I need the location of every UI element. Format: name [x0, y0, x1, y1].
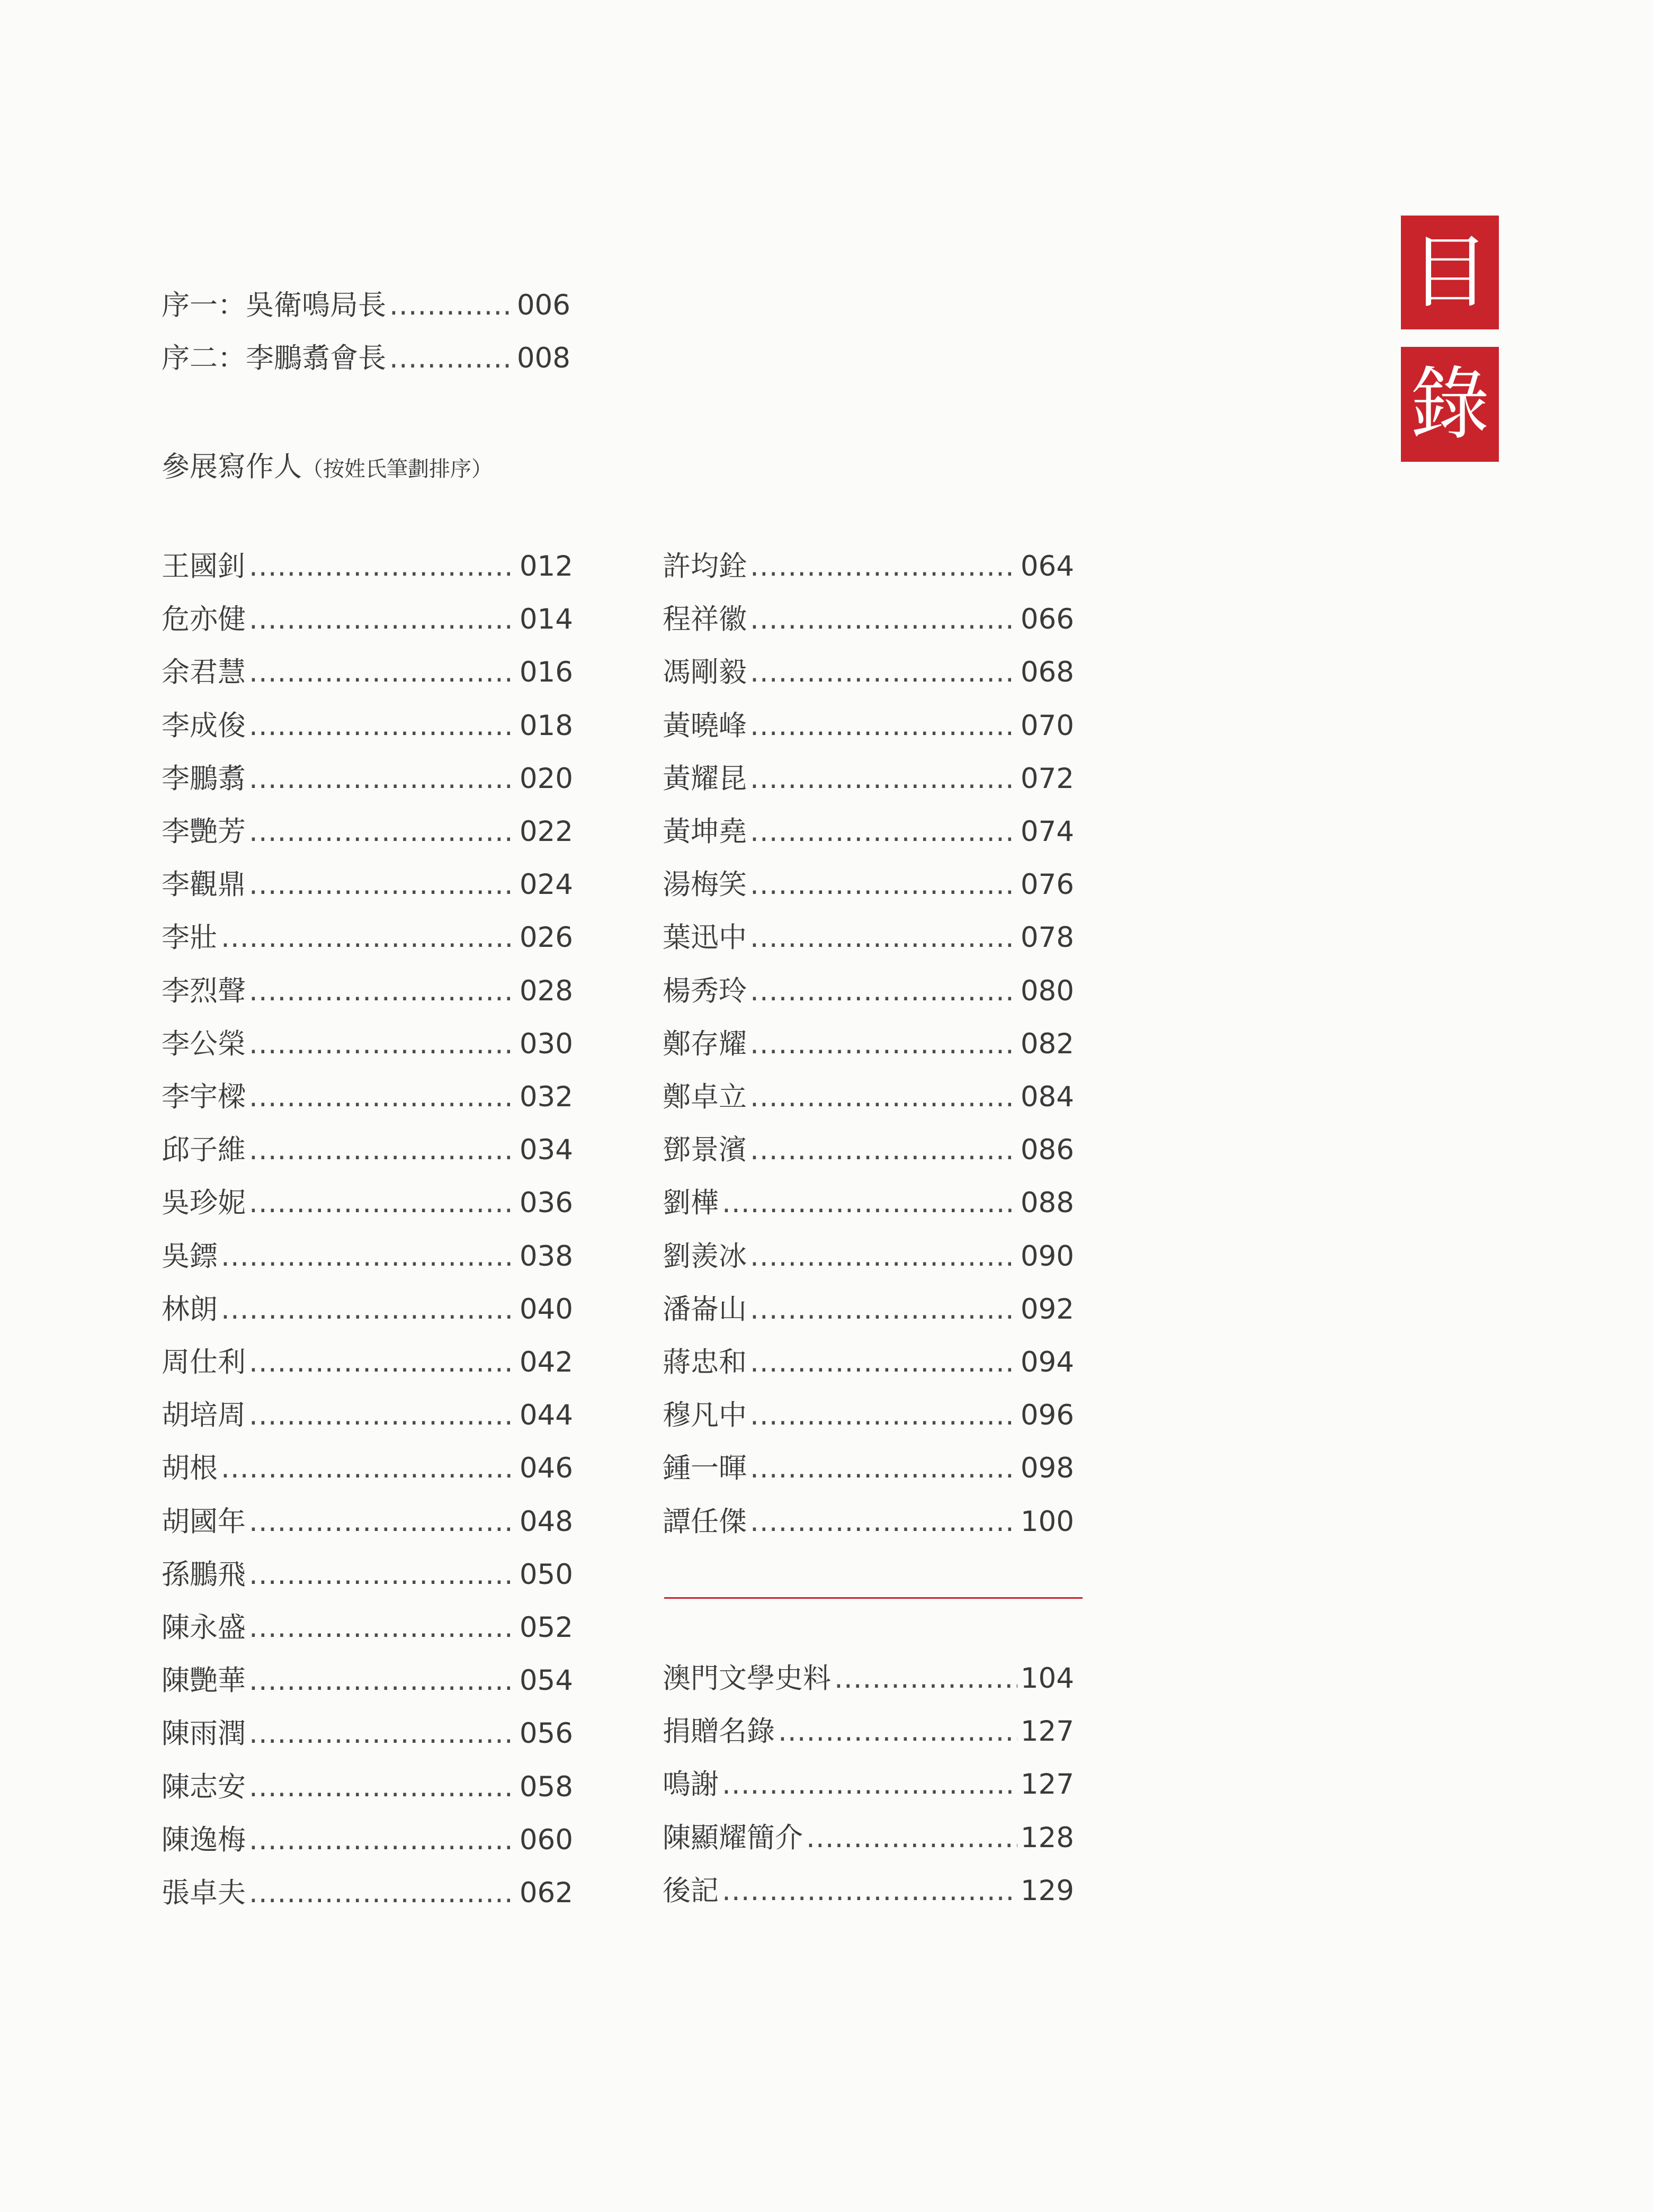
- section-divider: [664, 1597, 1083, 1599]
- page-number: 072: [1020, 763, 1074, 795]
- entry-name: 穆凡中: [663, 1399, 747, 1431]
- entry-name: 馮剛毅: [663, 656, 747, 688]
- leader-dots: [249, 1182, 516, 1224]
- toc-entry[interactable]: [162, 1554, 573, 1596]
- page-number: 090: [1020, 1240, 1074, 1273]
- title-char-mu: 目: [1401, 216, 1499, 329]
- page-number: 012: [519, 550, 573, 583]
- toc-entry[interactable]: [162, 705, 573, 747]
- page-number: 028: [519, 975, 573, 1007]
- preface-entry[interactable]: [162, 337, 570, 380]
- page-number: 128: [1020, 1822, 1074, 1854]
- entry-name: 胡培周: [162, 1399, 246, 1431]
- leader-dots: [750, 811, 1017, 853]
- toc-entry[interactable]: [663, 1023, 1074, 1065]
- page-number: 078: [1020, 921, 1074, 954]
- page-number: 008: [516, 342, 570, 374]
- entry-name: 陳逸梅: [162, 1824, 246, 1856]
- leader-dots: [249, 758, 516, 800]
- page-number: 032: [519, 1081, 573, 1113]
- page-number: 022: [519, 816, 573, 848]
- entry-name: 邱子維: [162, 1134, 246, 1166]
- leader-dots: [249, 705, 516, 747]
- leader-dots: [750, 1288, 1017, 1331]
- leader-dots: [806, 1817, 1017, 1859]
- entry-name: 譚任傑: [663, 1506, 747, 1538]
- toc-entry[interactable]: [663, 1394, 1074, 1437]
- entry-label: 序一：吳衛鳴局長: [162, 289, 386, 321]
- entry-name: 胡根: [162, 1452, 218, 1484]
- toc-entry[interactable]: [162, 1872, 573, 1914]
- page-number: 020: [519, 763, 573, 795]
- entry-name: 吳珍妮: [162, 1187, 246, 1219]
- page-number: 014: [519, 603, 573, 635]
- toc-entry[interactable]: [663, 970, 1074, 1013]
- toc-entry[interactable]: [162, 545, 573, 588]
- leader-dots: [249, 864, 516, 906]
- toc-entry[interactable]: [162, 1766, 573, 1808]
- entry-name: 許均銓: [663, 550, 747, 583]
- toc-entry[interactable]: [663, 758, 1074, 800]
- toc-entry[interactable]: [663, 811, 1074, 853]
- entry-name: 陳永盛: [162, 1611, 246, 1644]
- leader-dots: [221, 1288, 516, 1331]
- page-number: 058: [519, 1771, 573, 1803]
- toc-entry[interactable]: [162, 1288, 573, 1331]
- page-number: 094: [1020, 1346, 1074, 1378]
- toc-entry[interactable]: [663, 1288, 1074, 1331]
- toc-entry[interactable]: [663, 1235, 1074, 1278]
- page-number: 066: [1020, 603, 1074, 635]
- entry-name: 劉樺: [663, 1187, 719, 1219]
- page-number: 036: [519, 1187, 573, 1219]
- toc-entry[interactable]: [162, 1447, 573, 1490]
- entry-name: 吳鏢: [162, 1240, 218, 1273]
- leader-dots: [722, 1182, 1017, 1224]
- page-number: 062: [519, 1877, 573, 1909]
- heading-note: （按姓氏筆劃排序）: [302, 457, 493, 481]
- entry-name: 澳門文學史料: [663, 1662, 831, 1695]
- entry-name: 李艷芳: [162, 816, 246, 848]
- toc-entry[interactable]: [663, 545, 1074, 588]
- page-number: 082: [1020, 1028, 1074, 1060]
- toc-entry[interactable]: [162, 811, 573, 853]
- leader-dots: [750, 705, 1017, 747]
- entry-name: 黃耀昆: [663, 763, 747, 795]
- leader-dots: [249, 651, 516, 694]
- leader-dots: [249, 1394, 516, 1437]
- page-number: 080: [1020, 975, 1074, 1007]
- page-number: 016: [519, 656, 573, 688]
- page-number: 018: [519, 710, 573, 742]
- leader-dots: [750, 651, 1017, 694]
- leader-dots: [249, 970, 516, 1013]
- toc-entry[interactable]: [162, 1607, 573, 1649]
- page-number: 092: [1020, 1293, 1074, 1326]
- entry-name: 潘崙山: [663, 1293, 747, 1326]
- toc-entry[interactable]: [162, 1660, 573, 1702]
- entry-name: 黃曉峰: [663, 710, 747, 742]
- leader-dots: [249, 1819, 516, 1861]
- page-number: 129: [1020, 1875, 1074, 1907]
- section-heading-participants: [162, 446, 493, 490]
- toc-entry[interactable]: [663, 1076, 1074, 1118]
- leader-dots: [750, 1501, 1017, 1543]
- leader-dots: [249, 1607, 516, 1649]
- entry-label: 序二：李鵬翥會長: [162, 342, 386, 374]
- entry-name: 陳艷華: [162, 1664, 246, 1697]
- leader-dots: [249, 1766, 516, 1808]
- leader-dots: [221, 917, 516, 959]
- leader-dots: [750, 1023, 1017, 1065]
- entry-name: 程祥徽: [663, 603, 747, 635]
- page-number: 096: [1020, 1399, 1074, 1431]
- page-number: 006: [516, 289, 570, 321]
- leader-dots: [249, 1129, 516, 1171]
- entry-name: 李烈聲: [162, 975, 246, 1007]
- page-number: 056: [519, 1717, 573, 1750]
- entry-name: 李成俊: [162, 710, 246, 742]
- entry-name: 周仕利: [162, 1346, 246, 1378]
- page-number: 052: [519, 1611, 573, 1644]
- toc-entry[interactable]: [663, 864, 1074, 906]
- leader-dots: [750, 864, 1017, 906]
- entry-name: 張卓夫: [162, 1877, 246, 1909]
- leader-dots: [722, 1763, 1017, 1806]
- leader-dots: [722, 1870, 1017, 1912]
- leader-dots: [221, 1447, 516, 1490]
- toc-entry[interactable]: [663, 651, 1074, 694]
- toc-entry[interactable]: [663, 1763, 1074, 1806]
- leader-dots: [750, 1235, 1017, 1278]
- entry-name: 胡國年: [162, 1506, 246, 1538]
- toc-entry[interactable]: [162, 758, 573, 800]
- leader-dots: [778, 1711, 1017, 1753]
- leader-dots: [249, 1554, 516, 1596]
- title-char-lu: 錄: [1401, 347, 1499, 462]
- leader-dots: [750, 970, 1017, 1013]
- toc-entry[interactable]: [162, 1394, 573, 1437]
- leader-dots: [750, 545, 1017, 588]
- page-number: 104: [1020, 1662, 1074, 1695]
- toc-entry[interactable]: [162, 970, 573, 1013]
- toc-entry[interactable]: [663, 1870, 1074, 1912]
- page-number: 074: [1020, 816, 1074, 848]
- entry-name: 鳴謝: [663, 1768, 719, 1801]
- page-number: 042: [519, 1346, 573, 1378]
- page-number: 088: [1020, 1187, 1074, 1219]
- leader-dots: [249, 1501, 516, 1543]
- page-number: 054: [519, 1664, 573, 1697]
- toc-entry[interactable]: [663, 598, 1074, 641]
- leader-dots: [249, 1341, 516, 1384]
- leader-dots: [249, 1872, 516, 1914]
- leader-dots: [249, 598, 516, 641]
- page-number: 064: [1020, 550, 1074, 583]
- toc-entry[interactable]: [663, 1711, 1074, 1753]
- entry-name: 陳顯耀簡介: [663, 1822, 803, 1854]
- toc-entry[interactable]: [162, 1129, 573, 1171]
- toc-entry[interactable]: [663, 1658, 1074, 1700]
- page-number: 068: [1020, 656, 1074, 688]
- page-number: 040: [519, 1293, 573, 1326]
- leader-dots: [249, 545, 516, 588]
- toc-entry[interactable]: [663, 1182, 1074, 1224]
- entry-name: 楊秀玲: [663, 975, 747, 1007]
- leader-dots: [750, 1341, 1017, 1384]
- leader-dots: [834, 1658, 1017, 1700]
- leader-dots: [750, 598, 1017, 641]
- toc-entry[interactable]: [162, 1819, 573, 1861]
- leader-dots: [750, 758, 1017, 800]
- entry-name: 林朗: [162, 1293, 218, 1326]
- page-number: 076: [1020, 868, 1074, 901]
- entry-name: 孫鵬飛: [162, 1559, 246, 1591]
- leader-dots: [750, 917, 1017, 959]
- page-number: 044: [519, 1399, 573, 1431]
- toc-entry[interactable]: [162, 1501, 573, 1543]
- leader-dots: [750, 1076, 1017, 1118]
- entry-name: 李公榮: [162, 1028, 246, 1060]
- toc-entry[interactable]: [162, 1023, 573, 1065]
- page-number: 070: [1020, 710, 1074, 742]
- leader-dots: [249, 1023, 516, 1065]
- entry-name: 黃坤堯: [663, 816, 747, 848]
- entry-name: 陳雨潤: [162, 1717, 246, 1750]
- leader-dots: [389, 284, 514, 327]
- page-number: 084: [1020, 1081, 1074, 1113]
- toc-entry[interactable]: [162, 917, 573, 959]
- entry-name: 陳志安: [162, 1771, 246, 1803]
- toc-entry[interactable]: [162, 1235, 573, 1278]
- page-number: 060: [519, 1824, 573, 1856]
- leader-dots: [750, 1394, 1017, 1437]
- leader-dots: [249, 811, 516, 853]
- entry-name: 李鵬翥: [162, 763, 246, 795]
- entry-name: 李壯: [162, 921, 218, 954]
- toc-entry[interactable]: [663, 1447, 1074, 1490]
- page-number: 100: [1020, 1506, 1074, 1538]
- page-number: 030: [519, 1028, 573, 1060]
- page-number: 127: [1020, 1768, 1074, 1801]
- toc-entry[interactable]: [162, 1182, 573, 1224]
- page-number: 127: [1020, 1715, 1074, 1748]
- page-number: 050: [519, 1559, 573, 1591]
- entry-name: 余君慧: [162, 656, 246, 688]
- page-number: 024: [519, 868, 573, 901]
- leader-dots: [389, 337, 514, 380]
- toc-entry[interactable]: [162, 1341, 573, 1384]
- entry-name: 鄭卓立: [663, 1081, 747, 1113]
- page-number: 026: [519, 921, 573, 954]
- leader-dots: [249, 1660, 516, 1702]
- entry-name: 葉迅中: [663, 921, 747, 954]
- toc-entry[interactable]: [162, 1076, 573, 1118]
- entry-name: 蔣忠和: [663, 1346, 747, 1378]
- toc-entry[interactable]: [162, 598, 573, 641]
- leader-dots: [750, 1447, 1017, 1490]
- entry-name: 鄭存耀: [663, 1028, 747, 1060]
- entry-name: 後記: [663, 1875, 719, 1907]
- toc-entry[interactable]: [663, 1817, 1074, 1859]
- page-number: 034: [519, 1134, 573, 1166]
- toc-entry[interactable]: [663, 705, 1074, 747]
- page-number: 046: [519, 1452, 573, 1484]
- page-number: 048: [519, 1506, 573, 1538]
- page-number: 098: [1020, 1452, 1074, 1484]
- leader-dots: [249, 1076, 516, 1118]
- preface-entry[interactable]: [162, 284, 570, 327]
- toc-entry[interactable]: [663, 1501, 1074, 1543]
- leader-dots: [249, 1713, 516, 1755]
- entry-name: 李觀鼎: [162, 868, 246, 901]
- leader-dots: [750, 1129, 1017, 1171]
- toc-entry[interactable]: [663, 1129, 1074, 1171]
- toc-entry[interactable]: [162, 1713, 573, 1755]
- entry-name: 劉羨冰: [663, 1240, 747, 1273]
- entry-name: 李宇樑: [162, 1081, 246, 1113]
- leader-dots: [221, 1235, 516, 1278]
- toc-entry[interactable]: [663, 1341, 1074, 1384]
- entry-name: 鍾一暉: [663, 1452, 747, 1484]
- toc-entry[interactable]: [663, 917, 1074, 959]
- entry-name: 捐贈名錄: [663, 1715, 775, 1748]
- toc-entry[interactable]: [162, 651, 573, 694]
- entry-name: 鄧景濱: [663, 1134, 747, 1166]
- page-number: 086: [1020, 1134, 1074, 1166]
- heading-label: 參展寫作人: [162, 451, 302, 483]
- page-number: 038: [519, 1240, 573, 1273]
- toc-entry[interactable]: [162, 864, 573, 906]
- entry-name: 王國釗: [162, 550, 246, 583]
- entry-name: 危亦健: [162, 603, 246, 635]
- entry-name: 湯梅笑: [663, 868, 747, 901]
